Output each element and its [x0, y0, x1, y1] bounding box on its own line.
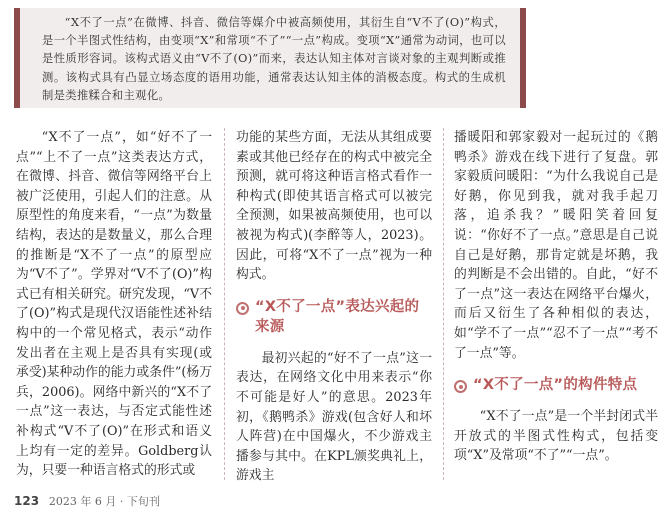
section-title: “X不了一点”表达兴起的来源	[255, 298, 420, 335]
paragraph: “X不了一点”是一个半封闭式半开放式的半图式性构式，包括变项“X”及常项“不了”“一点”。	[454, 409, 658, 464]
section-heading	[236, 297, 432, 337]
paragraph: “X不了一点”，如“好不了一点”“上不了一点”这类表达方式，在微博、抖音、微信等网络平台上被广泛使用，引起人们的注意。从原型性的角度来看，“一点”为数量结构，表达的是数量义，那么合理的推断是“X不了一点”的原型应为“V不了”。学界对“V不了(O)”构式已有相关研究。研究发现，“V不了(O)”构式是现代汉语能性述补结构中的一个常见格式，表示“动作发出者在主观上是否具有实现(或承受)某种动作的能力或条件”(杨万兵，2006)。网络中新兴的“X不了一点”这一表达，与否定式能性述补构式“V不了(O)”在形式和语义上均有一定的差异。Goldberg认为，只要一种语言格式的形式或	[16, 130, 212, 479]
column-divider	[443, 128, 444, 480]
page-number: 123	[14, 494, 40, 508]
page-footer	[14, 493, 160, 509]
paragraph: 功能的某些方面，无法从其组成要素或其他已经存在的构式中被完全预测，就可将这种语言格式看作一种构式(即使其语言格式可以被完全预测，如果被高频使用，也可以被视为构式)(李醉等人，2023)。因此，可将“X不了一点”视为一种构式。	[236, 130, 432, 283]
section-title: “X不了一点”的构件特点	[473, 377, 638, 394]
abstract-text: “X不了一点”在微博、抖音、微信等媒介中被高频使用，其衍生自“V不了(O)”构式，是一个半图式性结构，由变项“X”和常项“不了”“一点”构成。变项“X”通常为动词，也可以是性质形容词。该构式语义由“V不了(O)”而来，表达认知主体对言谈对象的主观判断或推测。该构式具有凸显立场态度的语用功能，通常表达认知主体的消极态度。构式的生成机制是类推糅合和主观化。	[42, 16, 506, 102]
abstract-box	[14, 8, 526, 108]
section-bullet-icon	[236, 302, 249, 315]
column-divider	[224, 128, 225, 480]
section-heading	[454, 375, 658, 395]
column-3	[454, 128, 658, 466]
paragraph: 播暖阳和郭家毅对一起玩过的《鹅鸭杀》游戏在线下进行了复盘。郭家毅质问暖阳：“为什么我说自己是好鹅，你见到我，就对我手起刀落，追杀我？”暖阳笑着回复说：“你好不了一点。”意思是自己说自己是好鹅，那肯定就是坏鹅，我的判断是不会出错的。自此，“好不了一点”这一表达在网络平台爆火，而后又衍生了各种相似的表达，如“学不了一点”“忍不了一点”“考不了一点”等。	[454, 130, 658, 361]
column-2	[236, 128, 432, 486]
section-bullet-icon	[454, 380, 467, 393]
paragraph: 最初兴起的“好不了一点”这一表达，在网络文化中用来表示“你不可能是好人”的意思。2023年初，《鹅鸭杀》游戏(包含好人和坏人阵营)在中国爆火，不少游戏主播参与其中。在KPL颁奖典礼上，游戏主	[236, 350, 432, 484]
issue-info: 2023 年 6 月 · 下旬刊	[48, 495, 160, 508]
column-1	[16, 128, 212, 481]
